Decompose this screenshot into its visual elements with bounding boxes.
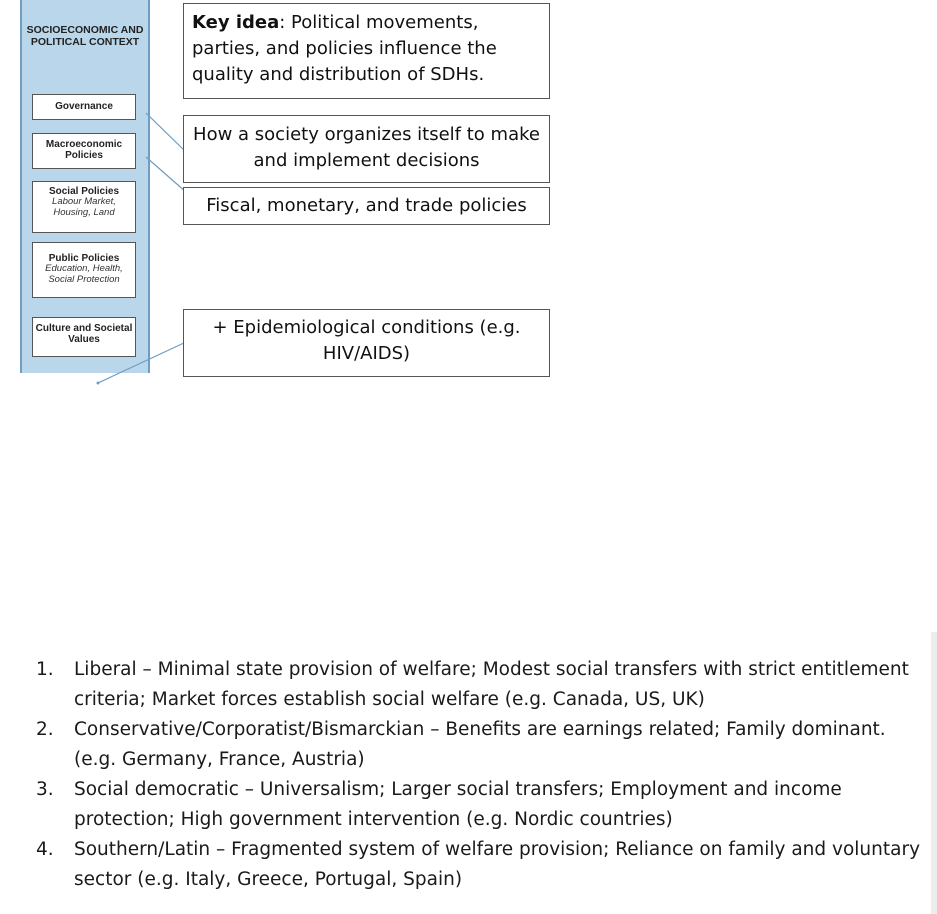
epi-connector bbox=[98, 342, 186, 383]
macro-definition-text: Fiscal, monetary, and trade policies bbox=[206, 195, 527, 216]
list-item: 4. Southern/Latin – Fragmented system of welfare provision; Reliance on family and voluntary sector (e.g. Italy, Greece, Portugal, Spain) bbox=[36, 839, 921, 890]
key-idea-label: Key idea bbox=[192, 12, 280, 33]
public-policies-label: Public Policies bbox=[48, 253, 120, 264]
social-policies-label: Social Policies bbox=[48, 186, 120, 197]
list-item: 2. Conservative/Corporatist/Bismarckian – Benefits are earnings related; Family dominant. (e.g. Germany, France, Austria) bbox=[36, 719, 886, 770]
macro-definition-box bbox=[183, 187, 550, 225]
macro-connector bbox=[146, 157, 186, 192]
framework-title: SOCIOECONOMIC AND POLITICAL CONTEXT bbox=[26, 24, 144, 48]
governance-definition-box bbox=[183, 115, 550, 183]
culture-label: Culture and Societal Values bbox=[35, 323, 133, 345]
public-policies-sub: Education, Health, Social Protection bbox=[45, 263, 123, 285]
governance-definition-text: How a society organizes itself to make and implement decisions bbox=[193, 124, 540, 171]
epidemiological-text: + Epidemiological conditions (e.g. HIV/AIDS) bbox=[212, 317, 521, 364]
welfare-types-list bbox=[30, 655, 924, 895]
list-right-edge bbox=[931, 632, 937, 914]
governance-connector bbox=[146, 113, 186, 152]
list-item: 1. Liberal – Minimal state provision of welfare; Modest social transfers with strict entitlement criteria; Market forces establish social welfare (e.g. Canada, US, UK) bbox=[36, 659, 909, 710]
macroeconomic-label: Macroeconomic Policies bbox=[45, 139, 123, 161]
key-idea-box bbox=[183, 3, 550, 99]
list-item: 3. Social democratic – Universalism; Larger social transfers; Employment and income protection; High government intervention (e.g. Nordic countries) bbox=[36, 779, 842, 830]
key-idea-text: : Political movements, parties, and policies influence the quality and distribution of SDHs. bbox=[192, 12, 497, 85]
social-policies-sub: Labour Market, Housing, Land bbox=[52, 196, 116, 218]
epi-connector-end bbox=[97, 382, 100, 385]
epidemiological-box bbox=[183, 309, 550, 377]
governance-label: Governance bbox=[55, 101, 113, 112]
